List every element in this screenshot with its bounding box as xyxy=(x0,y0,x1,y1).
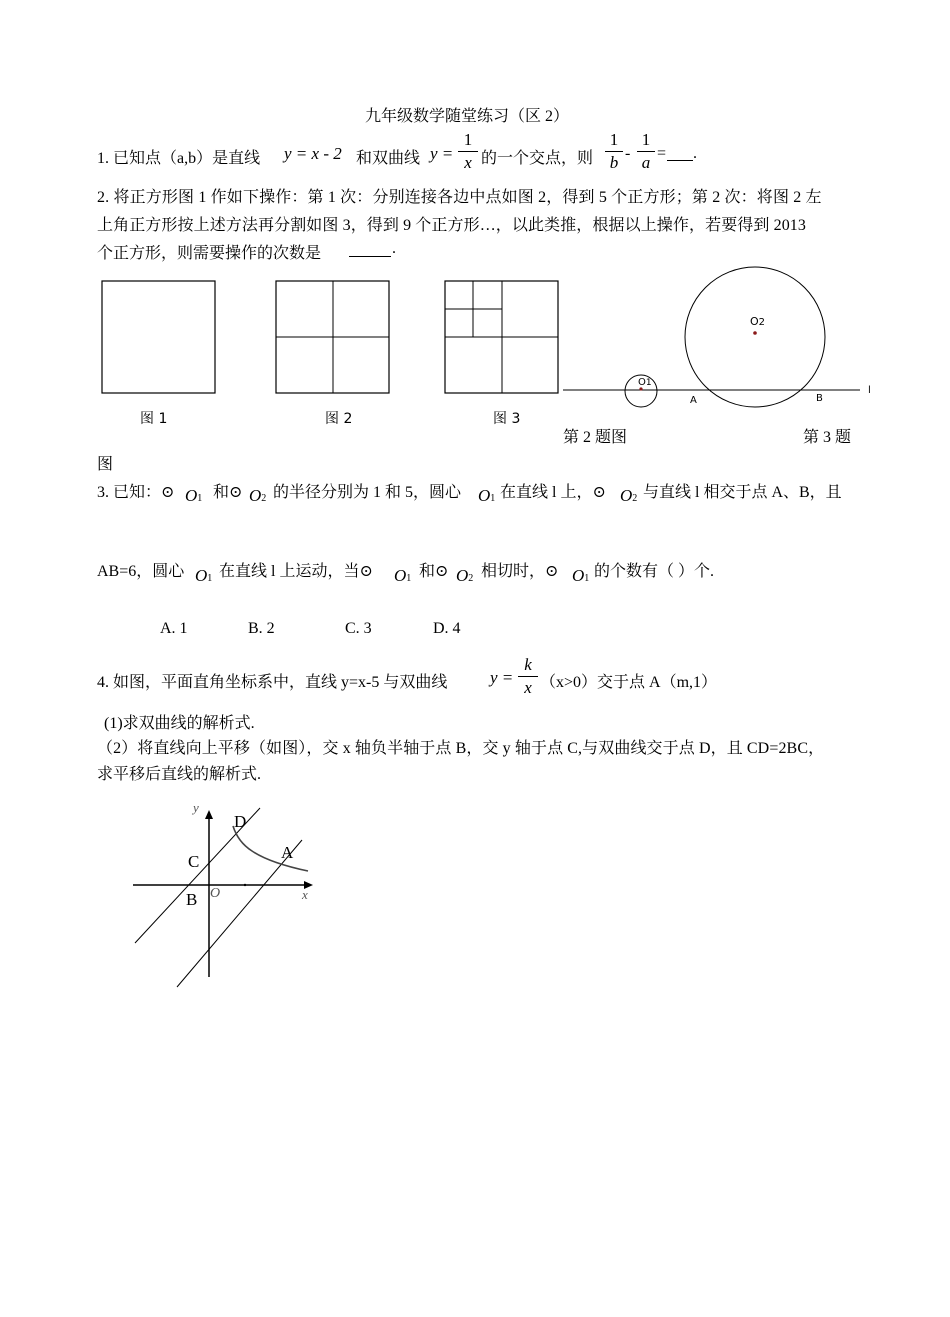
q4-line-1-a: 4. 如图，平面直角坐标系中，直线 y=x-5 与双曲线 xyxy=(97,674,448,691)
tick-mark xyxy=(244,884,246,886)
q3-l2-b: 在直线 l 上运动，当⊙ xyxy=(219,563,373,580)
q1-text-part2: 和双曲线 xyxy=(356,150,421,167)
q3-o2-c: O2 xyxy=(456,566,474,585)
figure-1-caption: 图 1 xyxy=(140,411,168,427)
q3-option-b: B. 2 xyxy=(248,620,275,637)
fraction-numerator: 1 xyxy=(641,130,651,149)
graph-label-y: y xyxy=(193,800,199,815)
q1-minus: - xyxy=(625,145,631,162)
fraction-numerator: 1 xyxy=(609,130,619,149)
fraction-numerator: 1 xyxy=(463,130,473,149)
q3-l2-c: 和⊙ xyxy=(419,563,449,580)
q3-l2-a: AB=6，圆心 xyxy=(97,563,185,580)
fraction-numerator: k xyxy=(524,655,532,674)
q3-o1-a: O1 xyxy=(185,486,203,505)
q3-option-c: C. 3 xyxy=(345,620,372,637)
caption-question-2: 第 2 题图 xyxy=(563,429,628,446)
q2-period: . xyxy=(392,240,396,257)
label-o1: O1 xyxy=(638,377,652,388)
q1-equals: = xyxy=(657,145,667,162)
q3-o1-d: O1 xyxy=(394,566,412,585)
q3-l1-c: 的半径分别为 1 和 5，圆心 xyxy=(273,484,462,501)
q2-line-1: 2. 将正方形图 1 作如下操作：第 1 次：分别连接各边中点如图 2，得到 5 个正方形；第 2 次：将图 2 左 xyxy=(97,189,822,206)
q2-line-3: 个正方形，则需要操作的次数是 xyxy=(97,245,322,262)
q1-line-equation: y = x - 2 xyxy=(284,144,342,163)
graph-label-a: A xyxy=(281,843,294,862)
q3-option-d: D. 4 xyxy=(433,620,461,637)
label-o2: O2 xyxy=(750,315,766,328)
q3-l2-d: 相切时，⊙ xyxy=(481,563,559,580)
q3-o1-b: O1 xyxy=(478,486,496,505)
graph-label-x: x xyxy=(302,887,308,902)
figure-2-caption: 图 2 xyxy=(325,411,353,427)
q3-l2-e: 的个数有（ ）个. xyxy=(594,563,715,580)
graph-label-origin: O xyxy=(210,886,221,901)
label-point-a: A xyxy=(690,395,697,406)
figure-3-caption: 图 3 xyxy=(493,411,521,427)
q4-subquestion-2-line-2: 求平移后直线的解析式. xyxy=(97,766,262,783)
q1-text-part3: 的一个交点，则 xyxy=(481,150,594,167)
q4-subquestion-1: (1)求双曲线的解析式. xyxy=(104,715,255,732)
graph-label-b: B xyxy=(186,890,198,909)
hyperbola-curve xyxy=(233,826,308,871)
fraction-denominator: x xyxy=(464,153,472,172)
q1-text-part1: 1. 已知点（a,b）是直线 xyxy=(97,150,261,167)
q4-subquestion-2-line-1: （2）将直线向上平移（如图），交 x 轴负半轴于点 B，交 y 轴于点 C,与双曲线交于点 D，且 CD=2BC， xyxy=(97,740,825,757)
q2-line-2: 上角正方形按上述方法再分割如图 3，得到 9 个正方形…，以此类推，根据以上操作，若要得到 2013 xyxy=(97,217,807,234)
q3-l1-a: 3. 已知：⊙ xyxy=(97,484,175,501)
fraction-denominator: x xyxy=(524,678,532,697)
label-line-l: l xyxy=(868,385,871,396)
y-axis-arrow xyxy=(205,810,213,819)
q3-o2-a: O2 xyxy=(249,486,267,505)
graph-label-c: C xyxy=(188,852,200,871)
q1-hyperbola-lhs: y = xyxy=(430,144,454,163)
fraction-denominator: b xyxy=(609,153,619,172)
q3-option-a: A. 1 xyxy=(160,620,188,637)
q1-period: . xyxy=(693,145,697,162)
q3-o1-c: O1 xyxy=(195,566,213,585)
fraction-denominator: a xyxy=(641,153,651,172)
q3-o1-e: O1 xyxy=(572,566,590,585)
label-point-b: B xyxy=(816,393,823,404)
page-title: 九年级数学随堂练习（区 2） xyxy=(365,108,570,125)
graph-label-d: D xyxy=(234,812,247,831)
q3-l1-b: 和⊙ xyxy=(213,484,243,501)
caption-question-3-cont: 图 xyxy=(97,456,114,473)
q4-hyperbola-lhs: y = xyxy=(490,668,514,687)
caption-question-3: 第 3 题 xyxy=(803,429,852,446)
q4-line-1-b: （x>0）交于点 A（m,1） xyxy=(540,674,718,691)
q3-l1-e: 与直线 l 相交于点 A、B，且 xyxy=(643,484,842,501)
q3-l1-d: 在直线 l 上，⊙ xyxy=(500,484,606,501)
q3-o2-b: O2 xyxy=(620,486,638,505)
